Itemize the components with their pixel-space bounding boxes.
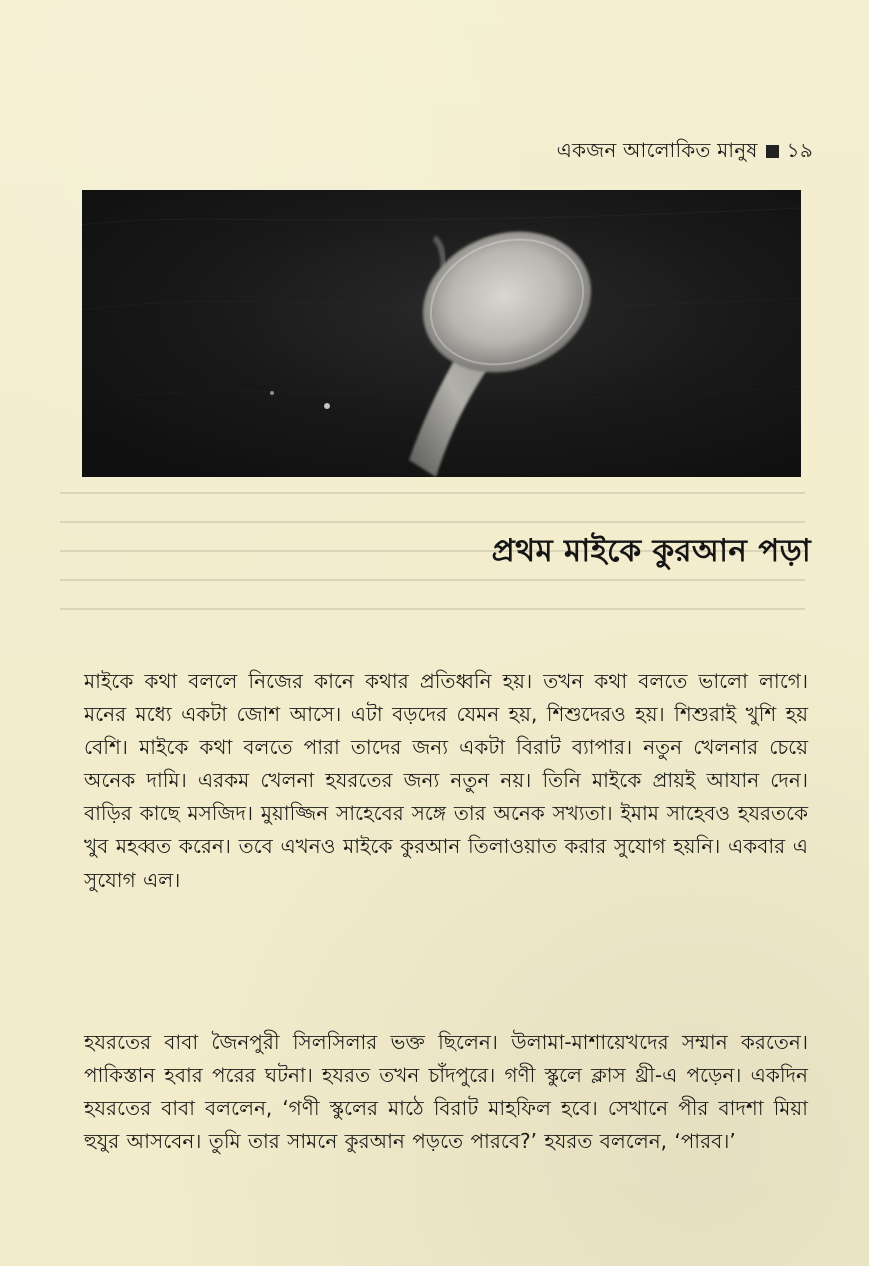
- microphone-image-icon: [82, 190, 801, 477]
- square-bullet-icon: [766, 145, 779, 158]
- page-number: ১৯: [786, 138, 813, 162]
- paragraph-2: হযরতের বাবা জৈনপুরী সিলসিলার ভক্ত ছিলেন। উলামা-মাশায়েখদের সম্মান করতেন। পাকিস্তান হবার পরের ঘটনা। হযরত তখন চাঁদপুরে। গণী স্কুলে ক্লাস থ্রী-এ পড়েন। একদিন হযরতের বাবা বললেন, ‘গণী স্কুলের মাঠে বিরাট মাহফিল হবে। সেখানে পীর বাদশা মিয়া হুযুর আসবেন। তুমি তার সামনে কুরআন পড়তে পারবে?’ হযরত বললেন, ‘পারব।’: [84, 1030, 808, 1154]
- section-title: প্রথম মাইকে কুরআন পড়া: [491, 533, 811, 569]
- paragraph-1: মাইকে কথা বললে নিজের কানে কথার প্রতিধ্বনি হয়। তখন কথা বলতে ভালো লাগে। মনের মধ্যে একটা জোশ আসে। এটা বড়দের যেমন হয়, শিশুদেরও হয়। শিশুরাই খুশি হয় বেশি। মাইকে কথা বলতে পারা তাদের জন্য একটা বিরাট ব্যাপার। নতুন খেলনার চেয়ে অনেক দামি। এরকম খেলনা হযরতের জন্য নতুন নয়। তিনি মাইকে প্রায়ই আযান দেন। বাড়ির কাছে মসজিদ। মুয়াজ্জিন সাহেবের সঙ্গে তার অনেক সখ্যতা। ইমাম সাহেবও হযরতকে খুব মহব্বত করেন। তবে এখনও মাইকে কুরআন তিলাওয়াত করার সুযোগ হয়নি। একবার এ সুযোগ এল।: [84, 669, 808, 892]
- microphone-photo: [82, 190, 801, 477]
- running-head: [557, 137, 813, 163]
- running-head-title: একজন আলোকিত মানুষ: [556, 138, 758, 162]
